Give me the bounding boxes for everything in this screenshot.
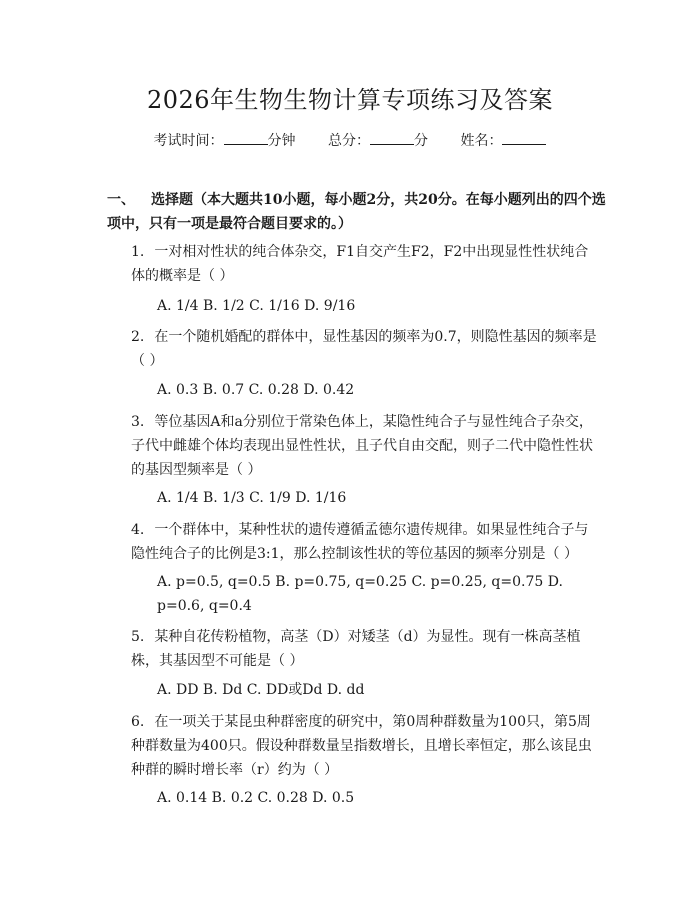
question-3 <box>107 410 600 482</box>
time-blank <box>224 132 268 145</box>
time-label: 考试时间： <box>153 133 224 149</box>
question-text: 某种自花传粉植物，高茎（D）对矮茎（d）为显性。现有一株高茎植株，其基因型不可能是（ ） <box>131 629 581 669</box>
question-options: A. p=0.5, q=0.5 B. p=0.75, q=0.25 C. p=0.25, q=0.75 D. p=0.6, q=0.4 <box>157 574 563 614</box>
name-label: 姓名： <box>460 133 503 149</box>
question-number: 3. <box>131 414 145 430</box>
score-label: 总分： <box>328 133 370 149</box>
exam-meta <box>0 131 700 151</box>
question-number: 5. <box>131 629 145 645</box>
question-number: 4. <box>131 522 145 538</box>
question-text: 一个群体中，某种性状的遗传遵循孟德尔遗传规律。如果显性纯合子与隐性纯合子的比例是3:1，那么控制该性状的等位基因的频率分别是（ ） <box>131 522 589 562</box>
question-text: 在一项关于某昆虫种群密度的研究中，第0周种群数量为100只，第5周种群数量为400只。假设种群数量呈指数增长，且增长率恒定，那么该昆虫种群的瞬时增长率（r）约为（ ） <box>131 714 592 778</box>
question-number: 6. <box>131 714 145 730</box>
question-text: 在一个随机婚配的群体中，显性基因的频率为0.7，则隐性基因的频率是（ ） <box>131 329 597 369</box>
question-options: A. 0.14 B. 0.2 C. 0.28 D. 0.5 <box>157 790 355 806</box>
question-text: 一对相对性状的纯合体杂交，F1自交产生F2，F2中出现显性性状纯合体的概率是（ ） <box>131 244 589 284</box>
options-3 <box>107 486 600 510</box>
question-text: 等位基因A和a分别位于常染色体上，某隐性纯合子与显性纯合子杂交，子代中雌雄个体均表现出显性性状，且子代自由交配，则子二代中隐性性状的基因型频率是（ ） <box>131 414 593 478</box>
question-number: 2. <box>131 329 145 345</box>
options-1 <box>107 294 600 318</box>
question-options: A. 1/4 B. 1/2 C. 1/16 D. 9/16 <box>157 298 356 314</box>
question-options: A. 0.3 B. 0.7 C. 0.28 D. 0.42 <box>157 382 355 398</box>
exam-name <box>460 133 546 149</box>
options-6 <box>107 786 600 810</box>
question-4 <box>107 518 600 566</box>
name-blank <box>502 132 546 145</box>
score-blank <box>370 132 414 145</box>
time-unit: 分钟 <box>267 133 296 149</box>
section-text: 选择题（本大题共10小题，每小题2分，共20分。在每小题列出的四个选项中，只有一项是最符合题目要求的。） <box>107 192 606 232</box>
options-4 <box>107 570 600 618</box>
question-options: A. DD B. Dd C. DD或Dd D. dd <box>157 682 365 698</box>
section-number: 一、 <box>107 192 135 208</box>
question-number: 1. <box>131 244 145 260</box>
question-6 <box>107 710 600 782</box>
question-1 <box>107 240 600 288</box>
exam-score <box>328 133 428 149</box>
question-5 <box>107 625 600 673</box>
exam-time <box>154 133 296 149</box>
page-title: 2026年生物生物计算专项练习及答案 <box>146 86 554 114</box>
question-options: A. 1/4 B. 1/3 C. 1/9 D. 1/16 <box>157 490 347 506</box>
options-2 <box>107 378 600 402</box>
options-5 <box>107 678 600 702</box>
score-unit: 分 <box>414 133 428 149</box>
section-heading <box>107 188 607 236</box>
question-2 <box>107 325 600 373</box>
